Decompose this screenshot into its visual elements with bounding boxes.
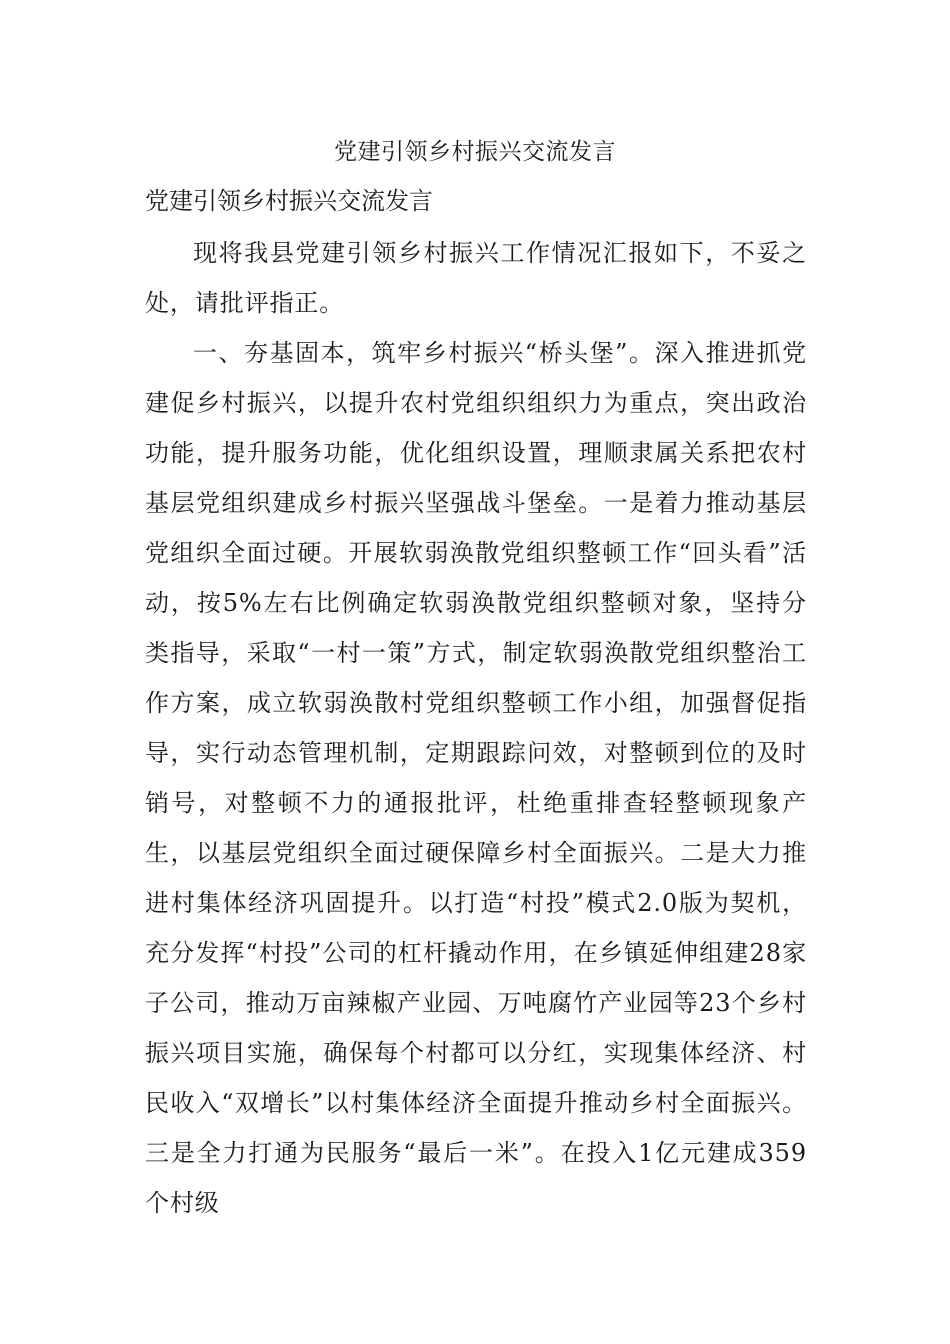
- document-body: [145, 228, 807, 1228]
- document-title: 党建引领乡村振兴交流发言: [334, 139, 616, 165]
- paragraph-intro: 现将我县党建引领乡村振兴工作情况汇报如下，不妥之处，请批评指正。: [145, 239, 807, 317]
- paragraph-section-one: 一、夯基固本，筑牢乡村振兴“桥头堡”。深入推进抓党建促乡村振兴，以提升农村党组织组织力为重点，突出政治功能，提升服务功能，优化组织设置，理顺隶属关系把农村基层党组织建成乡村振兴坚强战斗堡垒。一是着力推动基层党组织全面过硬。开展软弱涣散党组织整顿工作“回头看”活动，按5%左右比例确定软弱涣散党组织整顿对象，坚持分类指导，采取“一村一策”方式，制定软弱涣散党组织整治工作方案，成立软弱涣散村党组织整顿工作小组，加强督促指导，实行动态管理机制，定期跟踪问效，对整顿到位的及时销号，对整顿不力的通报批评，杜绝重排查轻整顿现象产生，以基层党组织全面过硬保障乡村全面振兴。二是大力推进村集体经济巩固提升。以打造“村投”模式2.0版为契机，充分发挥“村投”公司的杠杆撬动作用，在乡镇延伸组建28家子公司，推动万亩辣椒产业园、万吨腐竹产业园等23个乡村振兴项目实施，确保每个村都可以分红，实现集体经济、村民收入“双增长”以村集体经济全面提升推动乡村全面振兴。三是全力打通为民服务“最后一米”。在投入1亿元建成359个村级: [145, 339, 807, 1217]
- document-subtitle: 党建引领乡村振兴交流发言: [145, 187, 433, 215]
